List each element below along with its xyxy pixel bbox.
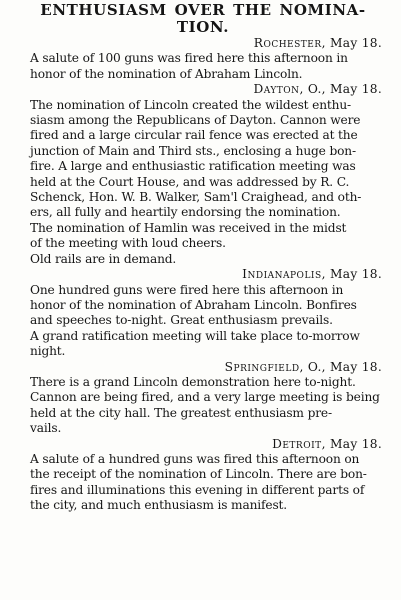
text-line: Cannon are being fired, and a very large meeting is being [30,390,380,405]
text-line: Schenck, Hon. W. B. Walker, Sam'l Craighead, and oth- [30,190,362,205]
text-line: fire. A large and enthusiastic ratification meeting was [30,159,356,174]
headline-line: TION. [176,18,230,36]
text-line: honor of the nomination of Abraham Lincoln. [30,66,303,81]
text-line: held at the Court House, and was addressed by R. C. [30,174,350,189]
text-line: junction of Main and Third sts., enclosing a huge bon- [30,143,356,158]
headline-line: ENTHUSIASM OVER THE NOMINA- [40,1,366,19]
dispatch-springfield [16,360,390,437]
paragraph [16,252,390,267]
text-line: fires and illuminations this evening in different parts of [30,482,365,497]
dateline-city: Dayton [253,82,300,97]
paragraph [16,51,390,82]
dateline: Rochester, May 18. [253,36,382,50]
text-line: the receipt of the nomination of Lincoln. There are bon- [30,467,367,482]
dateline: Indianapolis, May 18. [242,267,382,282]
dateline-city: Indianapolis [242,267,322,282]
text-line: night. [30,344,66,359]
dateline: Dayton, O., May 18. [253,82,382,97]
text-line: of the meeting with loud cheers. [30,236,226,251]
dateline-city: Detroit [272,436,322,451]
dateline-city: Rochester [253,36,322,50]
text-line: ers, all fully and heartily endorsing the nomination. [30,205,341,220]
paragraph [16,98,390,221]
dateline-date: O., May 18. [307,359,382,374]
paragraph [16,329,390,360]
paragraph [16,375,390,437]
text-line: The nomination of Hamlin was received in the midst [30,220,347,235]
dateline-date: May 18. [330,36,382,50]
text-line: honor of the nomination of Abraham Lincoln. Bonfires [30,297,357,312]
dateline-date: May 18. [330,267,382,282]
text-line: A salute of 100 guns was fired here this afternoon in [30,51,348,66]
dateline: Springfield, O., May 18. [224,359,382,374]
text-line: and speeches to-night. Great enthusiasm prevails. [30,313,333,328]
paragraph [16,283,390,329]
dateline: Detroit, May 18. [272,436,382,451]
dispatch-indianapolis [16,267,390,359]
dateline-city: Springfield [224,359,300,374]
paragraph [16,452,390,514]
text-line: fired and a large circular rail fence was erected at the [30,128,358,143]
dispatch-rochester [16,36,390,82]
text-line: vails. [30,421,62,436]
text-line: the city, and much enthusiasm is manifest. [30,498,288,513]
paragraph [16,221,390,252]
dateline-date: May 18. [330,436,382,451]
dispatch-detroit [16,437,390,514]
article-headline [16,2,390,36]
dispatch-dayton [16,82,390,267]
text-line: One hundred guns were fired here this afternoon in [30,282,344,297]
text-line: held at the city hall. The greatest enthusiasm pre- [30,405,332,420]
text-line: A salute of a hundred guns was fired this afternoon on [30,451,360,466]
text-line: Old rails are in demand. [30,251,177,266]
text-line: The nomination of Lincoln created the wildest enthu- [30,97,352,112]
text-line: A grand ratification meeting will take place to-morrow [30,328,360,343]
text-line: siasm among the Republicans of Dayton. Cannon were [30,113,361,128]
text-line: There is a grand Lincoln demonstration here to-night. [30,374,356,389]
dateline-date: O., May 18. [307,82,382,97]
